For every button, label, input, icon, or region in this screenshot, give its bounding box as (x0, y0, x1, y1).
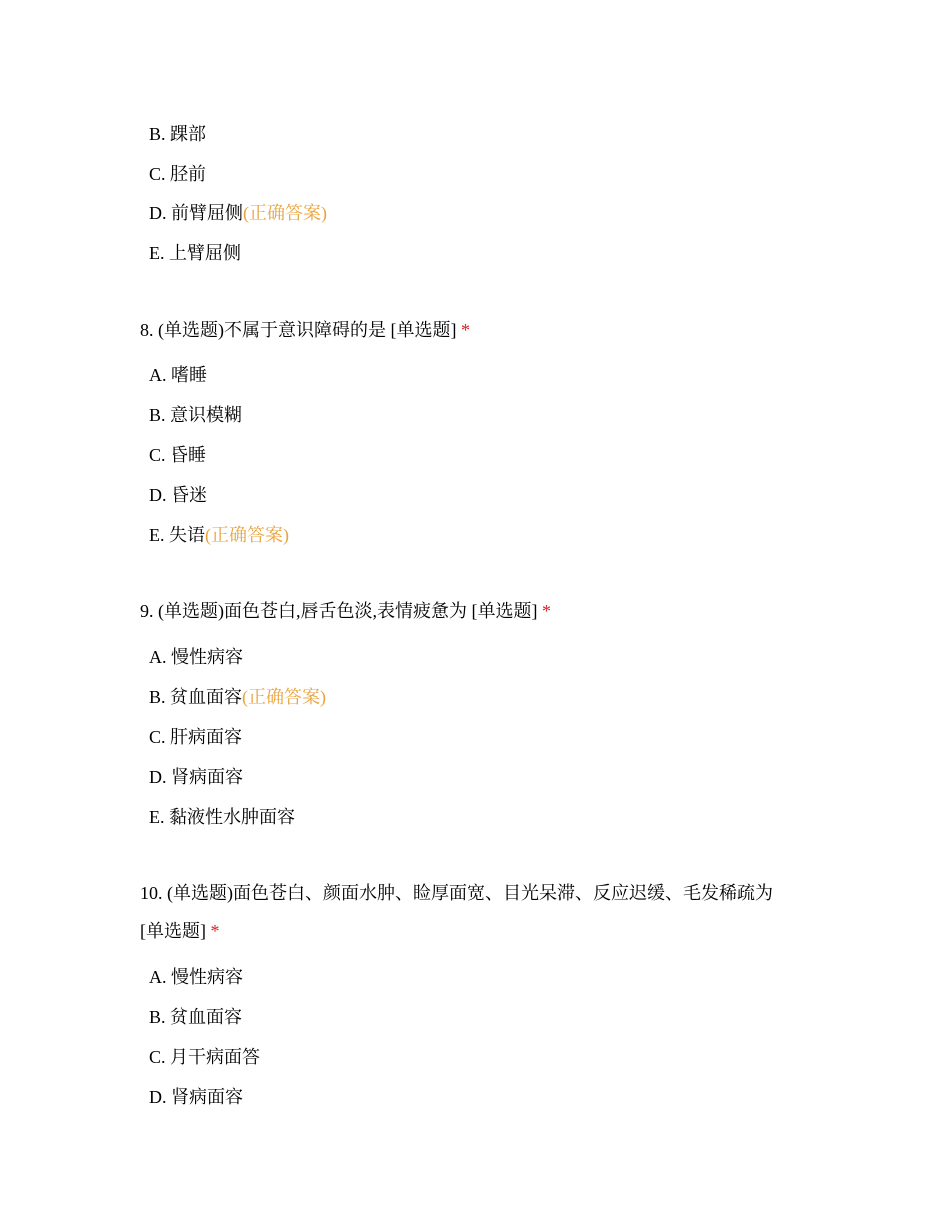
option-text: 贫血面容 (170, 687, 243, 707)
question-text: 9. (单选题)面色苍白,唇舌色淡,表情疲惫为 [单选题] (140, 601, 538, 621)
option-letter: E. (149, 525, 165, 545)
q10-option-c[interactable] (149, 1045, 260, 1069)
option-text: 失语 (169, 525, 205, 545)
option-text: 肾病面容 (171, 767, 243, 787)
q10-option-a[interactable] (149, 965, 243, 989)
q9-option-b[interactable] (149, 685, 326, 709)
q7-option-e[interactable] (149, 241, 241, 265)
question-text: 8. (单选题)不属于意识障碍的是 [单选题] (140, 320, 457, 340)
q9-option-a[interactable] (149, 645, 243, 669)
option-text: 月干病面答 (170, 1047, 261, 1067)
q8-title (140, 318, 470, 342)
option-letter: E. (149, 243, 165, 263)
option-text: 嗜睡 (171, 365, 207, 385)
q10-title-line2 (140, 919, 220, 943)
option-letter: A. (149, 967, 167, 987)
option-letter: B. (149, 687, 166, 707)
required-mark: * (210, 921, 220, 941)
q10-title-line1 (140, 881, 773, 905)
option-letter: D. (149, 485, 167, 505)
option-letter: D. (149, 1087, 167, 1107)
q7-option-b[interactable] (149, 122, 206, 146)
option-text: 慢性病容 (171, 647, 243, 667)
option-letter: D. (149, 203, 167, 223)
option-text: 踝部 (170, 124, 207, 144)
q7-option-d[interactable] (149, 201, 327, 225)
correct-answer-mark: (正确答案) (243, 203, 327, 223)
q8-option-b[interactable] (149, 403, 242, 427)
required-mark: * (460, 320, 470, 340)
q9-title (140, 599, 551, 623)
option-letter: B. (149, 124, 166, 144)
q9-option-e[interactable] (149, 805, 295, 829)
option-letter: B. (149, 1007, 166, 1027)
q9-option-d[interactable] (149, 765, 243, 789)
option-letter: C. (149, 1047, 166, 1067)
question-text: 10. (单选题)面色苍白、颜面水肿、睑厚面宽、目光呆滞、反应迟缓、毛发稀疏为 (140, 883, 773, 903)
option-letter: A. (149, 365, 167, 385)
option-text: 贫血面容 (170, 1007, 243, 1027)
option-letter: A. (149, 647, 167, 667)
option-text: 意识模糊 (170, 405, 243, 425)
q8-option-a[interactable] (149, 363, 207, 387)
option-text: 胫前 (170, 164, 207, 184)
option-text: 肝病面容 (170, 727, 243, 747)
q8-option-d[interactable] (149, 483, 207, 507)
option-letter: C. (149, 445, 166, 465)
option-text: 昏睡 (170, 445, 207, 465)
option-letter: C. (149, 727, 166, 747)
option-text: 慢性病容 (171, 967, 243, 987)
q10-option-d[interactable] (149, 1085, 243, 1109)
question-type-tag: [单选题] (140, 921, 206, 941)
option-text: 上臂屈侧 (169, 243, 241, 263)
required-mark: * (541, 601, 551, 621)
q9-option-c[interactable] (149, 725, 242, 749)
option-text: 前臂屈侧 (171, 203, 243, 223)
option-text: 黏液性水肿面容 (169, 807, 295, 827)
q7-option-c[interactable] (149, 162, 206, 186)
q10-option-b[interactable] (149, 1005, 242, 1029)
option-letter: B. (149, 405, 166, 425)
option-letter: D. (149, 767, 167, 787)
correct-answer-mark: (正确答案) (205, 525, 289, 545)
option-text: 肾病面容 (171, 1087, 243, 1107)
option-letter: E. (149, 807, 165, 827)
option-letter: C. (149, 164, 166, 184)
q8-option-c[interactable] (149, 443, 206, 467)
option-text: 昏迷 (171, 485, 207, 505)
correct-answer-mark: (正确答案) (242, 687, 327, 707)
q8-option-e[interactable] (149, 523, 289, 547)
